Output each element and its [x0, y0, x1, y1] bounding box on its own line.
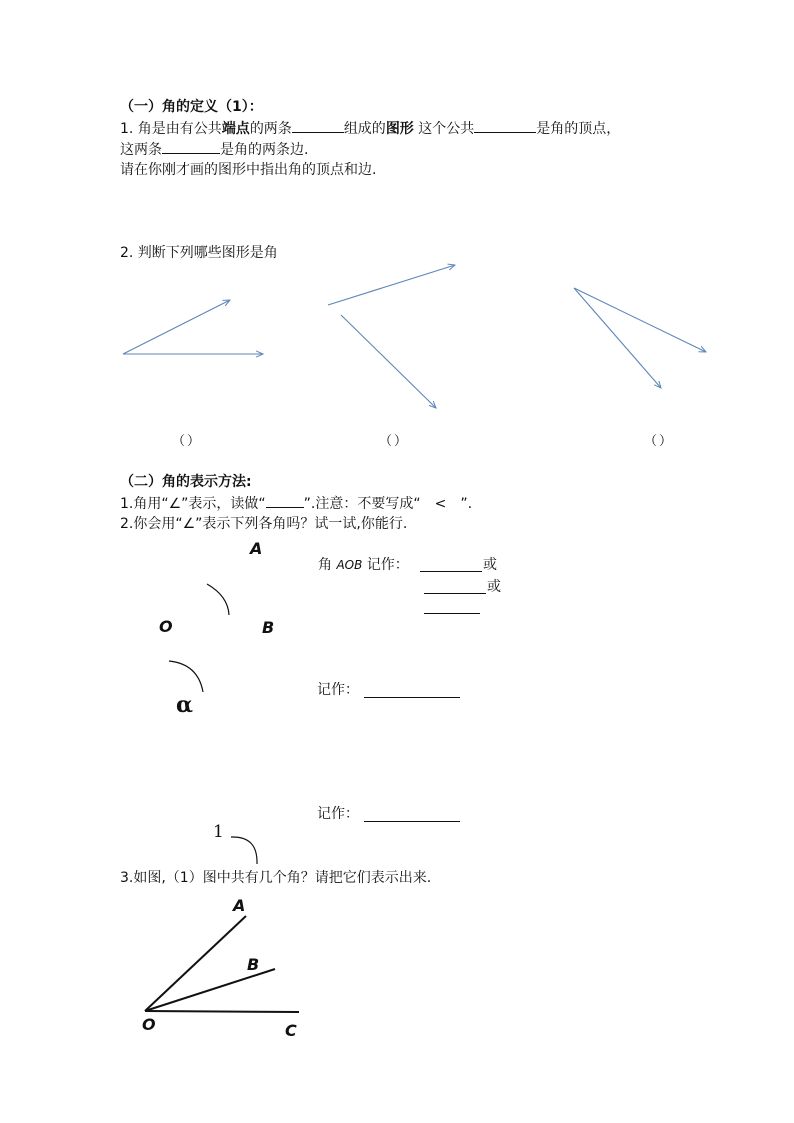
angle-arc-alpha [169, 661, 203, 692]
q3-point-B: B [247, 955, 260, 974]
one-notation-label: 记作： [317, 806, 359, 822]
text-segment: 这个公共 [413, 121, 475, 137]
text-segment: 角 [318, 557, 337, 573]
blank-read-as[interactable] [266, 493, 304, 508]
text-segment: 这两条 [120, 142, 162, 158]
angle-arc-aob [207, 584, 229, 615]
angle-label-1: 1 [213, 822, 224, 842]
text-segment: 记作： [362, 557, 409, 573]
or-text-1: 或 [483, 557, 497, 573]
aob-notation-row [318, 555, 409, 575]
text-segment: 的两条 [249, 121, 292, 137]
aob-italic: AOB [336, 558, 363, 572]
q3-point-O: O [142, 1015, 156, 1034]
aob-answer-blank-2[interactable] [424, 579, 486, 594]
text-segment: 组成的 [343, 121, 386, 137]
angle-figure-2 [328, 265, 455, 408]
definition-line-3: 请在你刚才画的图形中指出角的顶点和边. [120, 162, 377, 178]
answer-paren-1[interactable]: （） [172, 434, 203, 449]
one-answer-blank[interactable] [364, 807, 460, 822]
notation-line-1 [120, 493, 472, 514]
q3-point-C: C [285, 1021, 297, 1040]
text-segment: 1. 角是由有公共 [120, 121, 222, 137]
q3-point-A: A [233, 896, 246, 915]
angle-figure-3 [574, 288, 706, 388]
angle-arc-1 [231, 837, 257, 864]
text-segment: 1.角用“∠”表示，读做“ [120, 496, 266, 512]
section2-heading: （二）角的表示方法: [120, 474, 252, 490]
alpha-notation-label: 记作： [317, 682, 359, 698]
section1-heading: （一）角的定义（1）： [120, 99, 263, 115]
text-segment: 是角的两条边. [220, 142, 309, 158]
notation-line-2: 2.你会用“∠”表示下列各角吗？试一试,你能行. [120, 516, 408, 532]
point-label-O: O [159, 617, 173, 636]
text-segment: 是角的顶点， [536, 121, 621, 137]
angle-figure-1 [123, 300, 263, 354]
alpha-label: α [176, 692, 193, 718]
bold-term-figure: 图形 [385, 121, 414, 137]
answer-paren-2[interactable]: （） [379, 434, 410, 449]
answer-paren-3[interactable]: （） [644, 434, 675, 449]
alpha-answer-blank[interactable] [364, 683, 460, 698]
question2-text: 2. 判断下列哪些图形是角 [120, 245, 278, 261]
bold-term-endpoint: 端点 [221, 121, 250, 137]
aob-answer-blank-3[interactable] [424, 599, 480, 614]
or-text-2: 或 [487, 579, 501, 595]
question3-text: 3.如图,（1）图中共有几个角？请把它们表示出来. [120, 870, 432, 886]
question3-figure [145, 916, 299, 1012]
point-label-A: A [250, 539, 263, 558]
aob-answer-blank-1[interactable] [420, 557, 482, 572]
text-segment: ”.注意：不要写成“ < ”. [303, 496, 473, 512]
point-label-B: B [262, 618, 275, 637]
